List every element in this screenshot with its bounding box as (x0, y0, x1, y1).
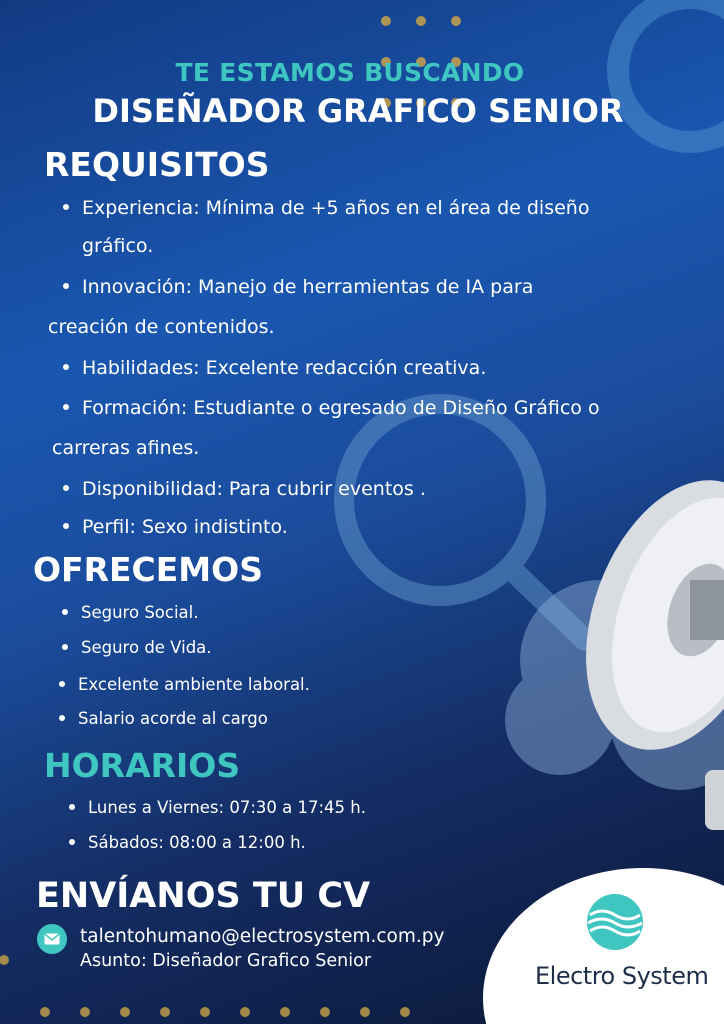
requisito-text: Disponibilidad: Para cubrir eventos . (82, 478, 426, 500)
horario-item (69, 833, 306, 852)
requisito-text: Innovación: Manejo de herramientas de IA para (82, 276, 534, 298)
ofrecemos-item (59, 675, 310, 694)
requisito-line: carreras afines. (52, 437, 200, 459)
requisito-line (63, 276, 533, 298)
bullet-dot (63, 404, 69, 410)
ofrecemos-heading: OFRECEMOS (33, 550, 263, 589)
email-icon (37, 924, 67, 954)
requisito-line (63, 478, 426, 500)
bullet-dot (59, 681, 65, 687)
bullet-dot (69, 839, 75, 845)
horario-text: Lunes a Viernes: 07:30 a 17:45 h. (88, 798, 366, 817)
bullet-dot (63, 364, 69, 370)
requisito-line (63, 357, 486, 379)
horario-text: Sábados: 08:00 a 12:00 h. (88, 833, 306, 852)
contact-email[interactable]: talentohumano@electrosystem.com.py (80, 926, 445, 947)
requisito-line (63, 516, 288, 538)
horarios-heading: HORARIOS (44, 746, 241, 785)
ofrecemos-text: Seguro Social. (81, 603, 199, 622)
requisito-text: Habilidades: Excelente redacción creativa. (82, 357, 487, 379)
bullet-dot (62, 644, 68, 650)
requisito-line: creación de contenidos. (48, 316, 275, 338)
requisitos-heading: REQUISITOS (44, 145, 270, 184)
ofrecemos-item (62, 638, 212, 657)
ofrecemos-text: Salario acorde al cargo (78, 709, 268, 728)
ofrecemos-item (59, 709, 268, 728)
bullet-dot (62, 609, 68, 615)
bullet-dot (63, 523, 69, 529)
requisito-line: gráfico. (82, 235, 154, 257)
bullet-dot (63, 283, 69, 289)
cv-heading: ENVÍANOS TU CV (36, 876, 371, 916)
electro-system-logo-icon (584, 893, 646, 951)
contact-subject: Asunto: Diseñador Grafico Senior (80, 951, 372, 971)
requisito-text: Perfil: Sexo indistinto. (82, 516, 288, 538)
bullet-dot (69, 804, 75, 810)
requisito-line (63, 197, 589, 219)
bullet-dot (59, 715, 65, 721)
bullet-dot (63, 204, 69, 210)
ofrecemos-item (62, 603, 198, 622)
poster-subtitle: TE ESTAMOS BUSCANDO (175, 58, 525, 87)
requisito-text: Experiencia: Mínima de +5 años en el área de diseño (82, 197, 590, 219)
ofrecemos-text: Excelente ambiente laboral. (78, 675, 310, 694)
requisito-text: Formación: Estudiante o egresado de Diseño Gráfico o (82, 397, 600, 419)
bullet-dot (63, 485, 69, 491)
poster-title: DISEÑADOR GRAFICO SENIOR (92, 92, 624, 130)
horario-item (69, 798, 366, 817)
brand-name: Electro System (535, 962, 709, 990)
requisito-line (63, 397, 600, 419)
ofrecemos-text: Seguro de Vida. (81, 638, 212, 657)
